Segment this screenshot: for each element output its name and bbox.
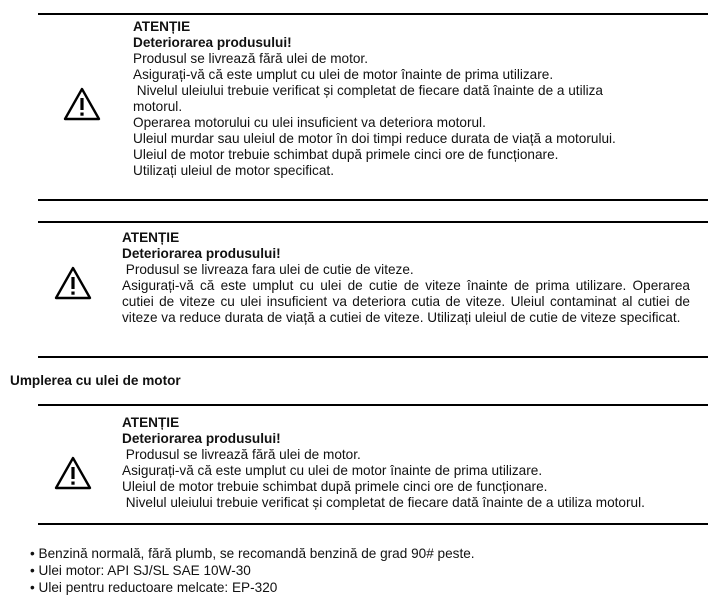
box2-subtitle: Deteriorarea produsului! [122, 246, 281, 261]
box1-bottom-rule [38, 199, 708, 201]
box3-top-rule [38, 404, 708, 406]
box3-line: Uleiul de motor trebuie schimbat după primele cinci ore de funcționare. [122, 479, 548, 494]
section-heading: Umplerea cu ulei de motor [10, 373, 181, 388]
box2-line: Produsul se livreaza fara ulei de cutie de viteze. [122, 262, 414, 277]
box1-line: Nivelul uleiului trebuie verificat și completat de fiecare dată înainte de a utiliza [133, 83, 603, 98]
box2-top-rule [38, 221, 708, 223]
box3-line: Produsul se livrează fără ulei de motor. [122, 447, 361, 462]
box2-title: ATENȚIE [122, 230, 180, 245]
box3-text [122, 415, 712, 511]
box1-line: Asigurați-vă că este umplut cu ulei de motor înainte de prima utilizare. [133, 67, 554, 82]
box3-bottom-rule [38, 523, 708, 525]
box2-paragraph: Asigurați-vă că este umplut cu ulei de cutie de viteze înainte de prima utilizare. Operarea cutiei de viteze cu ulei insuficient va deteriora cutia de viteze. Uleiul contaminat al cutiei de viteze va reduce durata de viață a cutiei de viteze. Utilizați uleiul de cutie de viteze specificat. [122, 278, 690, 325]
list-item: • Benzină normală, fără plumb, se recomandă benzină de grad 90# peste. [30, 546, 475, 561]
box1-line: Produsul se livrează fără ulei de motor. [133, 51, 368, 66]
box1-line: motorul. [133, 99, 183, 114]
warning-triangle-icon [54, 266, 92, 300]
box2-bottom-rule [38, 356, 708, 358]
box1-line: Utilizați uleiul de motor specificat. [133, 163, 334, 178]
box1-line: Operarea motorului cu ulei insuficient va deteriora motorul. [133, 115, 486, 130]
box1-text [133, 19, 703, 179]
warning-triangle-icon [54, 456, 92, 490]
bullet-list [30, 545, 475, 596]
box3-line: Asigurați-vă că este umplut cu ulei de motor înainte de prima utilizare. [122, 463, 543, 478]
box2-text [122, 230, 690, 326]
box1-top-rule [38, 13, 708, 15]
list-item: • Ulei pentru reductoare melcate: EP-320 [30, 580, 278, 595]
list-item: • Ulei motor: API SJ/SL SAE 10W-30 [30, 563, 251, 578]
box1-line: Uleiul murdar sau uleiul de motor în doi timpi reduce durata de viață a motorului. [133, 131, 616, 146]
box3-line: Nivelul uleiului trebuie verificat și completat de fiecare dată înainte de a utiliza motorul. [122, 495, 645, 510]
box3-subtitle: Deteriorarea produsului! [122, 431, 281, 446]
box1-title: ATENȚIE [133, 19, 191, 34]
box3-title: ATENȚIE [122, 415, 180, 430]
warning-triangle-icon [63, 87, 101, 121]
box1-subtitle: Deteriorarea produsului! [133, 35, 292, 50]
box1-line: Uleiul de motor trebuie schimbat după primele cinci ore de funcționare. [133, 147, 559, 162]
